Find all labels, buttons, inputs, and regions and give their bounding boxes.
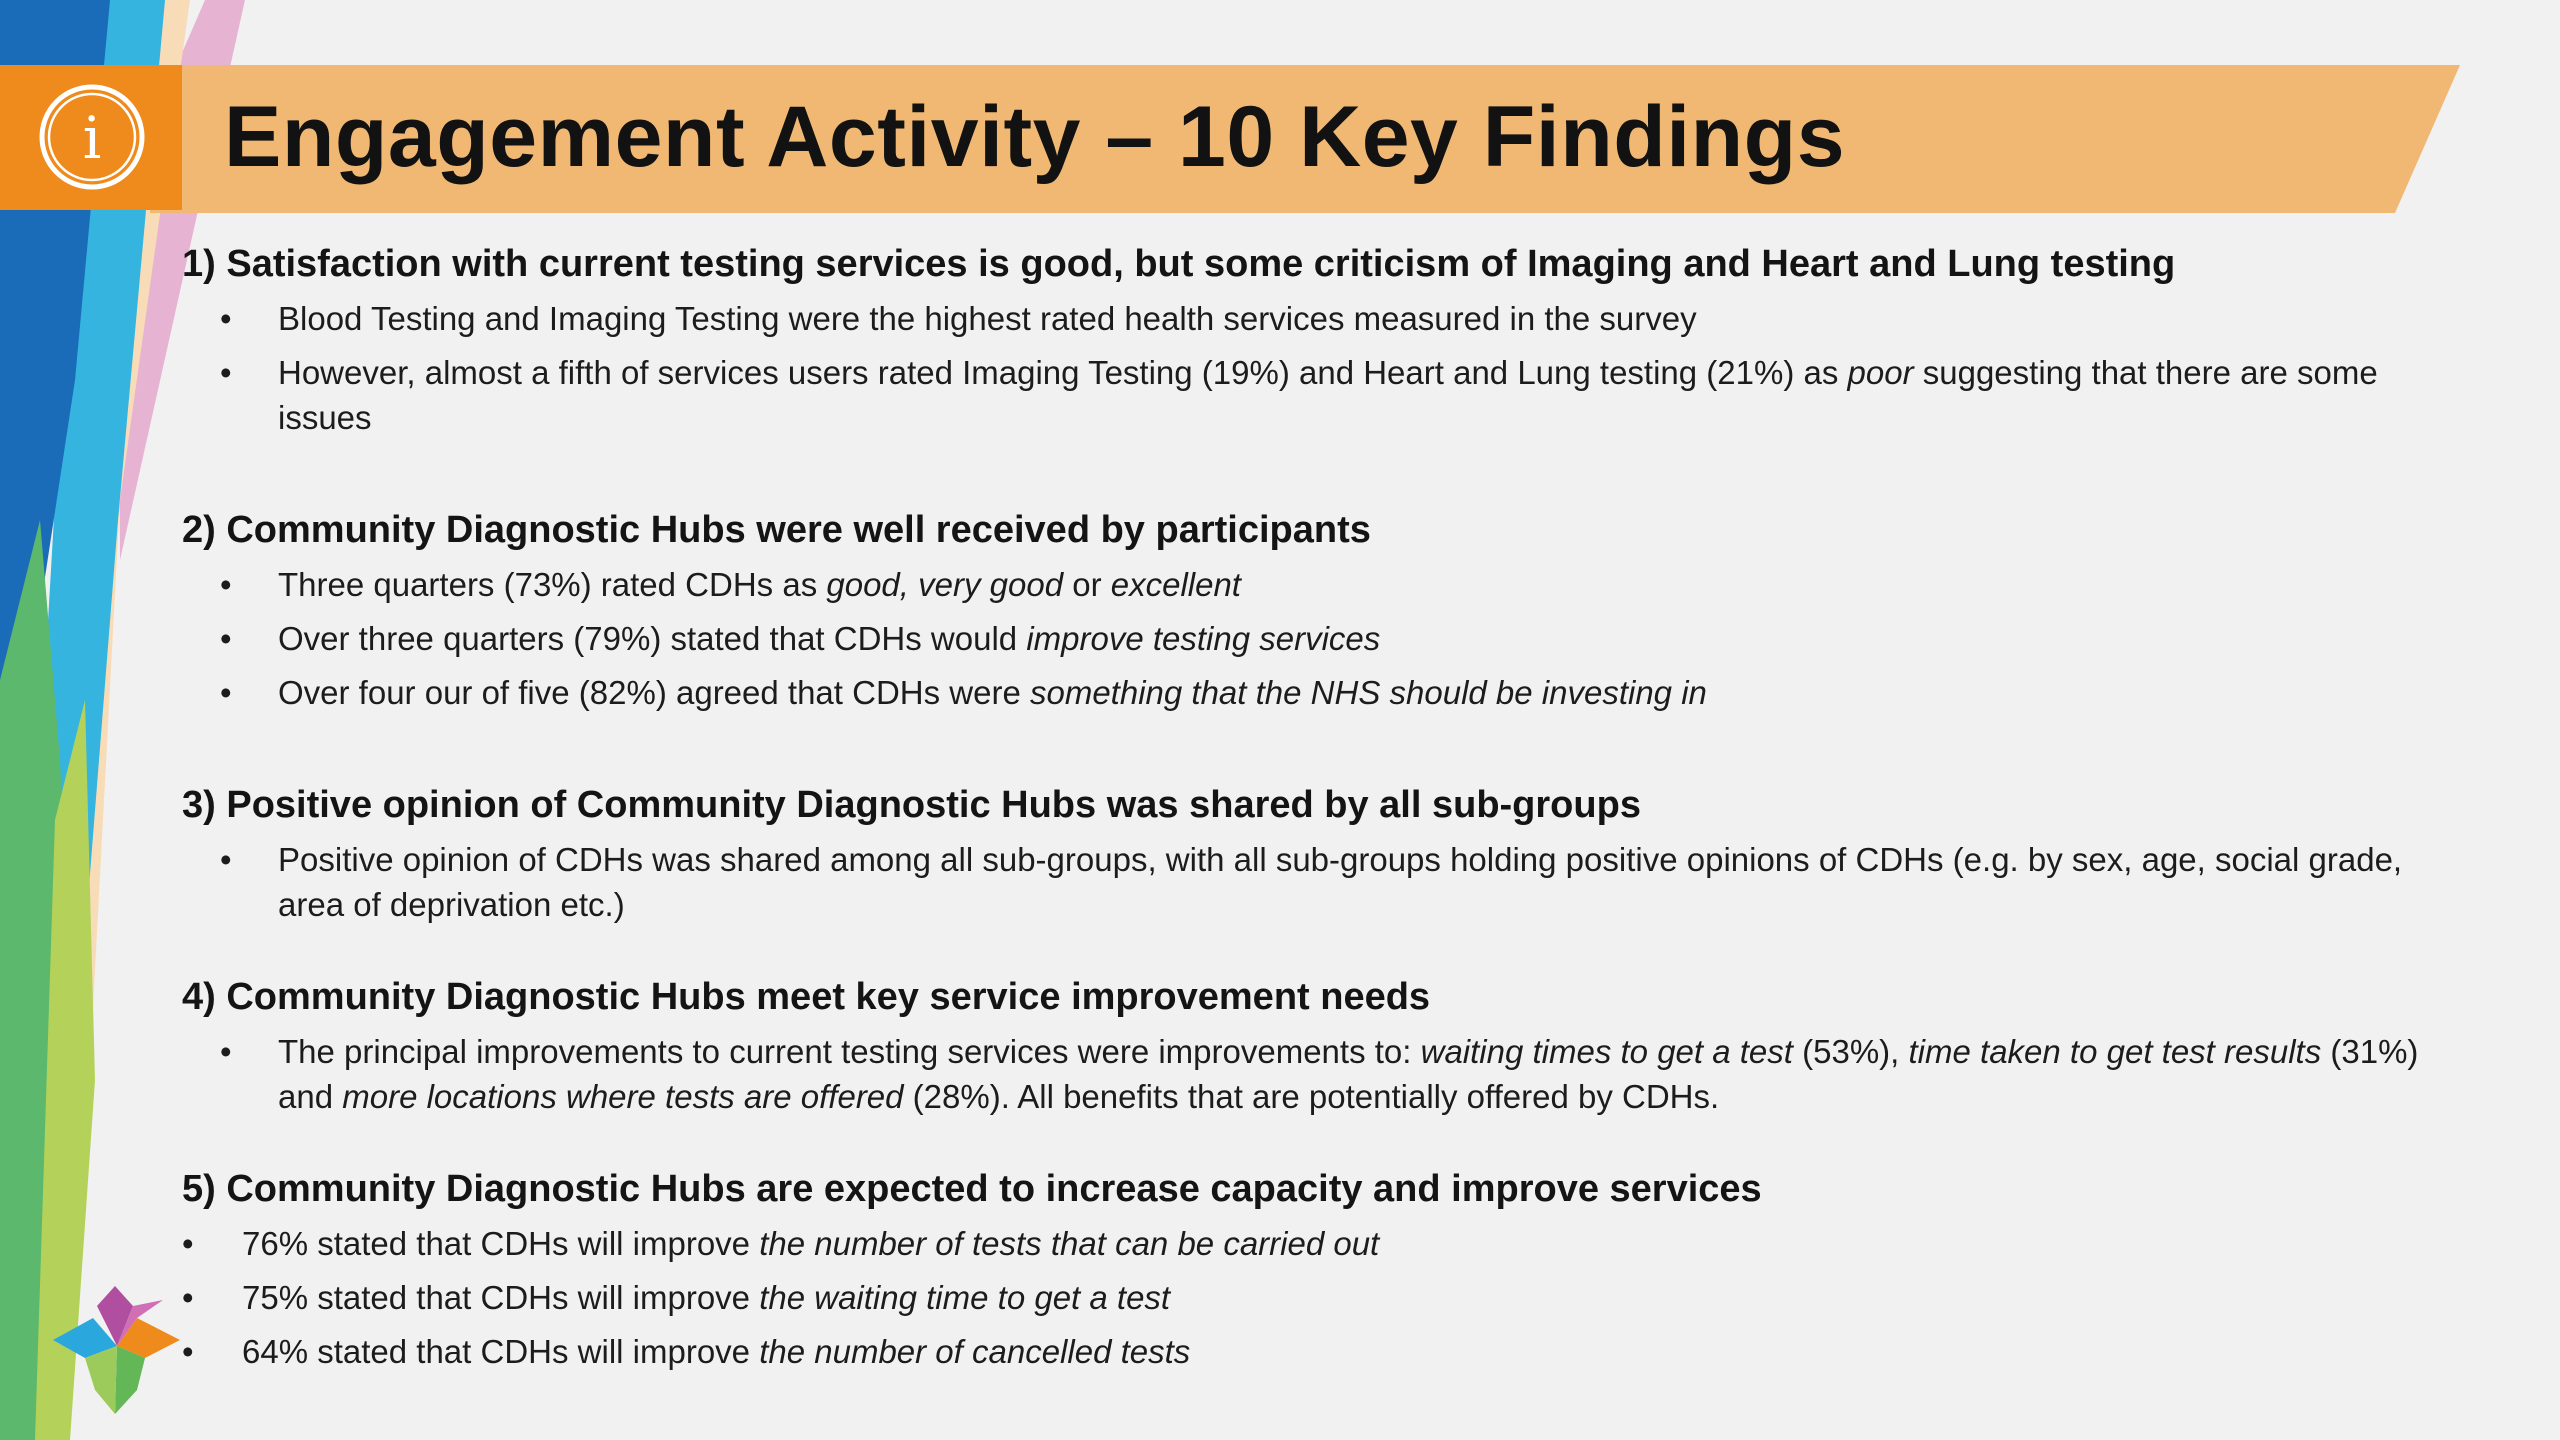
bullet-item [182,1221,2462,1266]
finding-1 [182,236,2462,440]
finding-heading: 1) Satisfaction with current testing services is good, but some criticism of Imaging and Heart and Lung testing [182,243,2176,285]
bullet-text: suggesting that there are some issues [278,354,2378,436]
bullet-dot: • [220,620,232,657]
bullet-dot: • [182,1279,194,1316]
finding-heading: 2) Community Diagnostic Hubs were well received by participants [182,509,1371,551]
bullet-dot: • [220,300,232,337]
bullet-text: Positive opinion of CDHs was shared among all sub-groups, with all sub-groups holding positive opinions of CDHs (e.g. by sex, age, social grade, area of deprivation etc.) [278,841,2403,923]
finding-heading: 5) Community Diagnostic Hubs are expected to increase capacity and improve services [182,1168,1762,1210]
finding-bullets [182,1221,2462,1374]
finding-3 [182,777,2462,927]
finding-bullets [182,296,2462,440]
bullet-text: Three quarters (73%) rated CDHs as [278,566,827,603]
bullet-text: 64% stated that CDHs will improve [242,1333,760,1370]
bullet-text: (28%). All benefits that are potentially offered by CDHs. [903,1078,1720,1115]
bullet-text: However, almost a fifth of services users rated Imaging Testing (19%) and Heart and Lung testing (21%) as [278,354,1848,391]
bullet-emphasis: poor [1847,354,1914,391]
bullet-item [182,670,2462,715]
bullet-text: (53%), [1792,1033,1909,1070]
bullet-item [182,1275,2462,1320]
page-title: Engagement Activity – 10 Key Findings [224,89,1846,185]
bullet-dot: • [220,566,232,603]
finding-2 [182,502,2462,715]
bullet-text: The principal improvements to current testing services were improvements to: [278,1033,1421,1070]
bullet-emphasis: the number of cancelled tests [759,1333,1191,1370]
finding-heading: 4) Community Diagnostic Hubs meet key service improvement needs [182,976,1431,1018]
bullet-text: Over four our of five (82%) agreed that CDHs were [278,674,1030,711]
bullet-emphasis: waiting times to get a test [1420,1033,1793,1070]
bullet-item [182,562,2462,607]
bullet-dot: • [182,1333,194,1370]
bullet-text: Blood Testing and Imaging Testing were the highest rated health services measured in the survey [278,300,1697,337]
bullet-emphasis: more locations where tests are offered [342,1078,904,1115]
bullet-dot: • [220,354,232,391]
findings-list [182,236,2462,1383]
bullet-item [182,616,2462,661]
info-badge [0,65,182,210]
bullet-text: or [1063,566,1111,603]
info-icon-glyph: i [82,104,102,172]
bullet-emphasis: something that the NHS should be investing in [1029,674,1707,711]
bullet-item [182,837,2462,927]
bullet-item [182,1329,2462,1374]
finding-bullets [182,837,2462,927]
star-logo-icon [45,1278,195,1428]
bullet-item [182,350,2462,440]
finding-5 [182,1161,2462,1374]
info-icon [36,81,148,193]
finding-heading: 3) Positive opinion of Community Diagnostic Hubs was shared by all sub-groups [182,784,1641,826]
bullet-dot: • [182,1225,194,1262]
bullet-text: 76% stated that CDHs will improve [242,1225,760,1262]
bullet-item [182,1029,2462,1119]
finding-bullets [182,562,2462,715]
bullet-item [182,296,2462,341]
bullet-text: (31%) and [278,1033,2419,1115]
finding-4 [182,969,2462,1119]
bullet-emphasis: time taken to get test results [1908,1033,2322,1070]
bullet-text: Over three quarters (79%) stated that CDHs would [278,620,1027,657]
bullet-emphasis: the waiting time to get a test [759,1279,1171,1316]
finding-bullets [182,1029,2462,1119]
bullet-emphasis: excellent [1110,566,1241,603]
bullet-dot: • [220,1033,232,1070]
bullet-emphasis: good, very good [826,566,1064,603]
bullet-text: 75% stated that CDHs will improve [242,1279,760,1316]
bullet-emphasis: improve testing services [1026,620,1381,657]
bullet-emphasis: the number of tests that can be carried out [759,1225,1380,1262]
bullet-dot: • [220,841,232,878]
bullet-dot: • [220,674,232,711]
